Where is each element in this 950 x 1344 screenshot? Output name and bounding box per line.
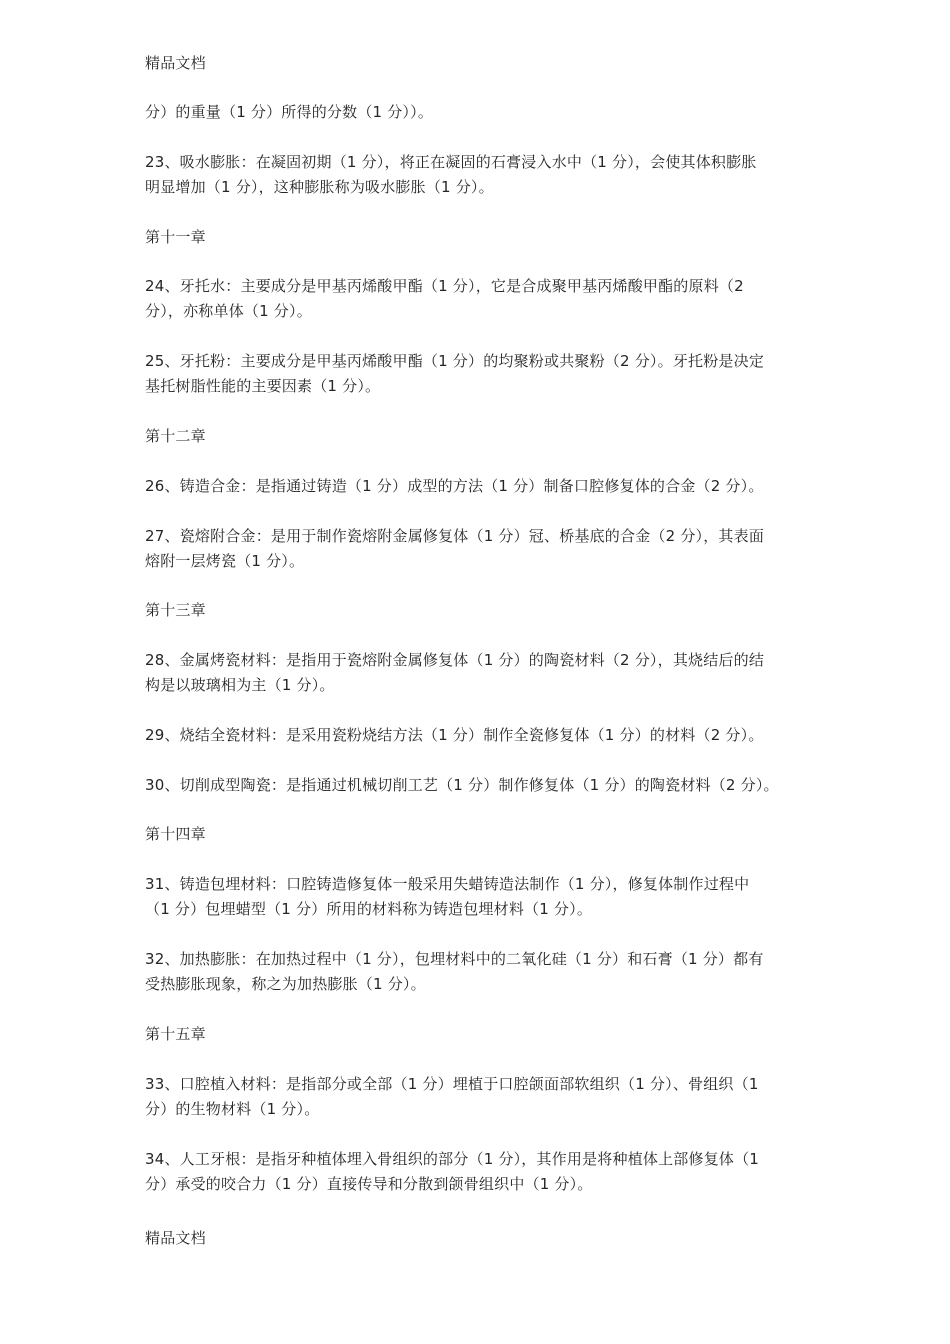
text-line: （1 分）包埋蜡型（1 分）所用的材料称为铸造包埋材料（1 分）。	[145, 900, 593, 918]
text-line: 分），亦称单体（1 分）。	[145, 302, 312, 320]
chapter-heading: 第十四章	[145, 825, 206, 843]
text-line: 熔附一层烤瓷（1 分）。	[145, 552, 305, 570]
text-line: 24、牙托水：主要成分是甲基丙烯酸甲酯（1 分），它是合成聚甲基丙烯酸甲酯的原料（2	[145, 277, 744, 295]
text-line: 29、烧结全瓷材料：是采用瓷粉烧结方法（1 分）制作全瓷修复体（1 分）的材料（2 分）。	[145, 726, 764, 744]
text-line: 基托树脂性能的主要因素（1 分）。	[145, 377, 381, 395]
chapter-heading: 第十一章	[145, 228, 206, 246]
page-header: 精品文档	[145, 54, 206, 72]
text-line: 受热膨胀现象，称之为加热膨胀（1 分）。	[145, 975, 426, 993]
text-line: 30、切削成型陶瓷：是指通过机械切削工艺（1 分）制作修复体（1 分）的陶瓷材料（2 分）。	[145, 776, 779, 794]
text-line: 33、口腔植入材料：是指部分或全部（1 分）埋植于口腔颌面部软组织（1 分）、骨组织（1	[145, 1075, 759, 1093]
text-line: 34、人工牙根：是指牙种植体埋入骨组织的部分（1 分），其作用是将种植体上部修复体（1	[145, 1150, 760, 1168]
text-line: 构是以玻璃相为主（1 分）。	[145, 676, 335, 694]
text-line: 分）的重量（1 分）所得的分数（1 分））。	[145, 103, 434, 121]
text-line: 31、铸造包埋材料：口腔铸造修复体一般采用失蜡铸造法制作（1 分），修复体制作过程中	[145, 875, 750, 893]
text-line: 32、加热膨胀：在加热过程中（1 分），包埋材料中的二氧化硅（1 分）和石膏（1 分）都有	[145, 950, 764, 968]
text-line: 25、牙托粉：主要成分是甲基丙烯酸甲酯（1 分）的均聚粉或共聚粉（2 分）。牙托粉是决定	[145, 352, 765, 370]
text-line: 27、瓷熔附合金：是用于制作瓷熔附金属修复体（1 分）冠、桥基底的合金（2 分），其表面	[145, 527, 765, 545]
page-footer: 精品文档	[145, 1229, 206, 1247]
text-line: 26、铸造合金：是指通过铸造（1 分）成型的方法（1 分）制备口腔修复体的合金（2 分）。	[145, 477, 764, 495]
chapter-heading: 第十五章	[145, 1025, 206, 1043]
text-line: 明显增加（1 分），这种膨胀称为吸水膨胀（1 分）。	[145, 178, 494, 196]
text-line: 分）承受的咬合力（1 分）直接传导和分散到颌骨组织中（1 分）。	[145, 1175, 593, 1193]
chapter-heading: 第十三章	[145, 601, 206, 619]
chapter-heading: 第十二章	[145, 427, 206, 445]
text-line: 23、吸水膨胀：在凝固初期（1 分），将正在凝固的石膏浸入水中（1 分），会使其体积膨胀	[145, 153, 757, 171]
text-line: 28、金属烤瓷材料：是指用于瓷熔附金属修复体（1 分）的陶瓷材料（2 分），其烧结后的结	[145, 651, 765, 669]
text-line: 分）的生物材料（1 分）。	[145, 1100, 320, 1118]
